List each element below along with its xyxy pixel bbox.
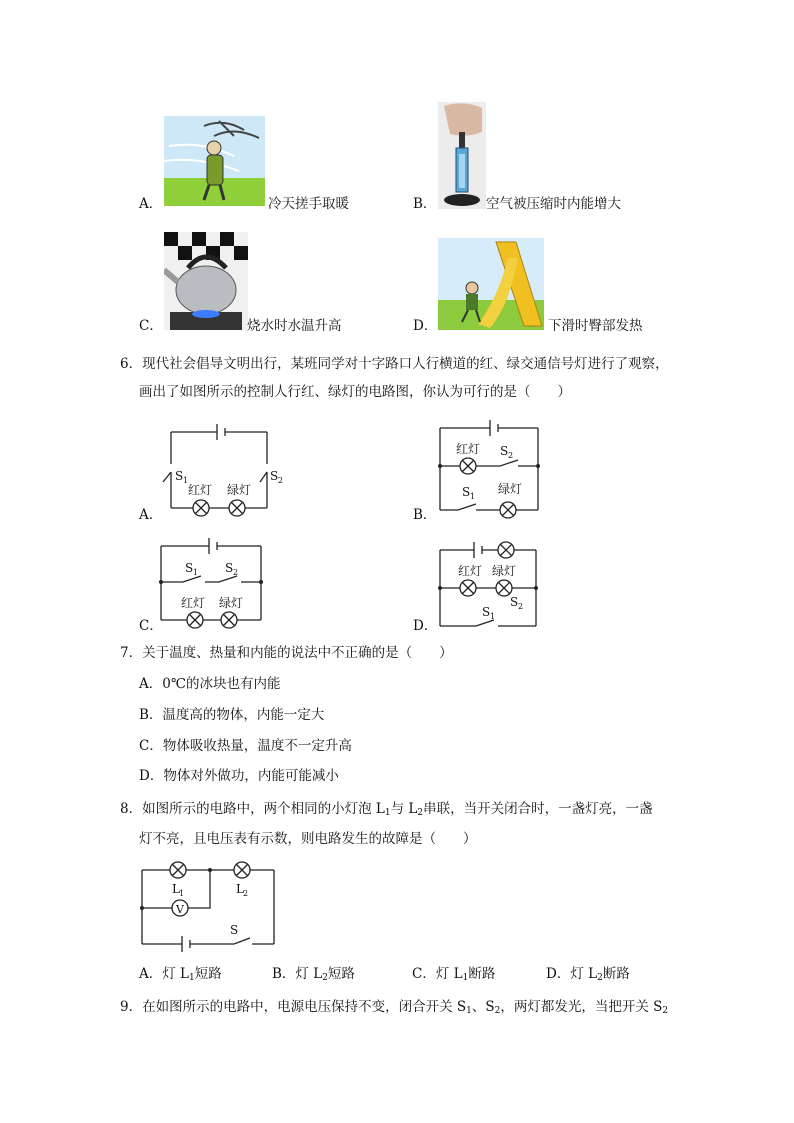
- q5-option-b-letter: B．: [413, 196, 437, 212]
- q5-option-a-caption: 冷天搓手取暖: [268, 196, 349, 212]
- q6-stem-line-1: 6．现代社会倡导文明出行，某班同学对十字路口人行横道的红、绿交通信号灯进行了观察，: [120, 356, 669, 372]
- q6a-switch-1-sub: 1: [183, 476, 189, 485]
- q6-option-a-letter: A．: [139, 507, 163, 523]
- q6b-switch-1-sub: 1: [470, 492, 476, 501]
- q6c-switch-1-sub: 1: [193, 568, 199, 577]
- q6c-red-lamp-label: 红灯: [181, 596, 206, 610]
- q8-stem-line-1: 8．如图所示的电路中，两个相同的小灯泡 $L_1$与 $L_2$串联，当开关闭合时，一盏灯亮，一盏: [120, 801, 653, 818]
- q8-option-a: A．灯 $L_1$短路: [139, 966, 222, 983]
- q6a-switch-1-letter: S: [175, 469, 184, 483]
- q8-option-c: C．灯 $L_1$断路: [412, 966, 496, 983]
- q6b-switch-2-sub: 2: [508, 451, 514, 460]
- q6a-switch-2-letter: S: [270, 469, 279, 483]
- q6-circuit-d: [430, 538, 542, 634]
- q7-option-a: A．0℃的冰块也有内能: [139, 676, 281, 692]
- q5-option-c-caption: 烧水时水温升高: [247, 318, 342, 334]
- q8-option-b: B．灯 $L_2$短路: [272, 966, 355, 983]
- q6d-switch-2-letter: S: [510, 595, 519, 609]
- q6d-switch-1-letter: S: [482, 605, 491, 619]
- q6b-red-lamp-label: 红灯: [456, 442, 481, 456]
- q6-option-b-letter: B．: [413, 507, 437, 523]
- q6d-red-lamp-label: 红灯: [458, 564, 483, 578]
- q9-stem-line-1: 9．在如图所示的电路中，电源电压保持不变，闭合开关 $S_1$、$S_2$，两灯都发光，当把开关 $S_2$: [120, 999, 669, 1016]
- q6-option-c-letter: C．: [139, 618, 163, 634]
- q8-lamp2-sub: 2: [243, 889, 249, 898]
- q8-lamp1-sub: 1: [179, 889, 185, 898]
- q6d-green-lamp-label: 绿灯: [492, 564, 517, 578]
- q5-option-a-letter: A．: [139, 196, 163, 212]
- air-compression-syringe-icon: [438, 102, 486, 209]
- q6a-red-lamp-label: 红灯: [188, 483, 213, 497]
- q5-option-d-letter: D．: [413, 318, 438, 334]
- q7-option-c: C．物体吸收热量，温度不一定升高: [139, 738, 352, 754]
- q6c-switch-2-letter: S: [225, 561, 234, 575]
- q6c-switch-1-letter: S: [185, 561, 194, 575]
- q8-circuit-diagram: [138, 858, 278, 950]
- q8-stem-line-2: 灯不亮，且电压表有示数，则电路发生的故障是（ ）: [139, 831, 477, 847]
- q6-circuit-a: [155, 420, 284, 520]
- q6c-green-lamp-label: 绿灯: [219, 596, 244, 610]
- q6b-green-lamp-label: 绿灯: [498, 482, 523, 496]
- q8-switch-label: S: [230, 923, 239, 937]
- q6-stem-line-2: 画出了如图所示的控制人行红、绿灯的电路图，你认为可行的是（ ）: [139, 384, 571, 400]
- q8-voltmeter-label: V: [176, 903, 184, 916]
- man-in-cold-wind-illustration-icon: [164, 116, 265, 206]
- q8-lamp1-letter: L: [172, 882, 180, 896]
- q6a-green-lamp-label: 绿灯: [227, 483, 252, 497]
- q7-option-d: D．物体对外做功，内能可能减小: [139, 768, 339, 784]
- q6d-switch-1-sub: 1: [490, 612, 496, 621]
- q6b-switch-1-letter: S: [462, 485, 471, 499]
- q5-option-b-caption: 空气被压缩时内能增大: [486, 196, 621, 212]
- kettle-on-stove-icon: [164, 232, 248, 330]
- q6c-switch-2-sub: 2: [233, 568, 239, 577]
- q5-option-c-letter: C．: [139, 318, 163, 334]
- child-on-slide-icon: [438, 238, 544, 330]
- q7-stem: 7．关于温度、热量和内能的说法中不正确的是（ ）: [120, 645, 453, 661]
- q6d-switch-2-sub: 2: [518, 602, 524, 611]
- q7-option-b: B．温度高的物体，内能一定大: [139, 707, 325, 723]
- q6b-switch-2-letter: S: [500, 444, 509, 458]
- q6a-switch-2-sub: 2: [278, 476, 284, 485]
- q6-circuit-c: [155, 534, 267, 634]
- q8-option-d: D．灯 $L_2$断路: [546, 966, 630, 983]
- q8-lamp2-letter: L: [236, 882, 244, 896]
- q6-option-d-letter: D．: [413, 618, 438, 634]
- q6-circuit-b: [430, 418, 550, 522]
- q5-option-d-caption: 下滑时臀部发热: [548, 318, 643, 334]
